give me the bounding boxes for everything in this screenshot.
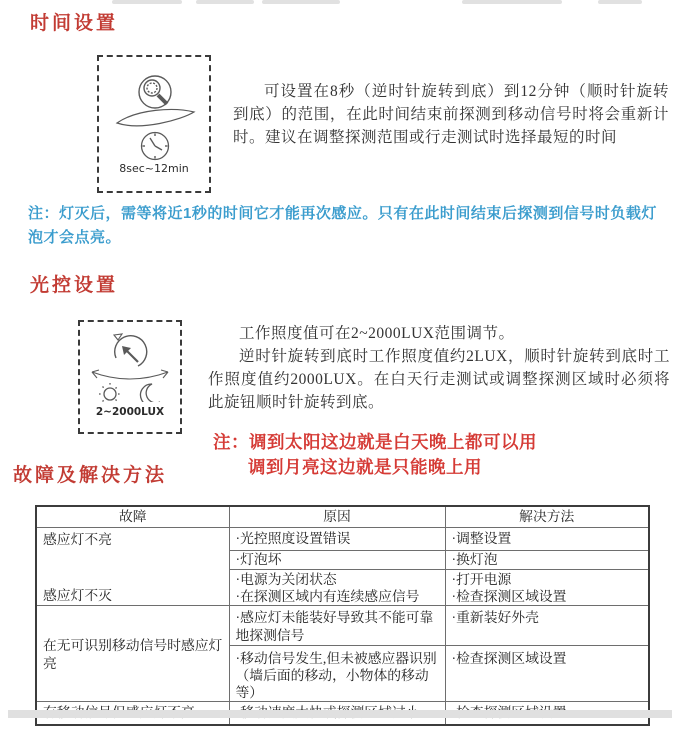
solution-cell: ·打开电源 ·检查探测区域设置 <box>445 570 649 606</box>
solution-cell: ·检查探测区域设置 <box>445 646 649 702</box>
moon-icon <box>141 384 160 402</box>
time-dial-icon <box>99 57 209 161</box>
fault-light-not-on: 感应灯不亮 <box>43 531 112 547</box>
lux-dial-icon <box>80 322 180 402</box>
cause-cell: ·移动信号发生,但未被感应器识别 （墙后面的移动，小物体的移动等） <box>229 646 445 702</box>
solution-cell: ·调整设置 <box>445 528 649 551</box>
cause-cell: ·灯泡坏 <box>229 551 445 570</box>
light-para-1: 工作照度值可在2~2000LUX范围调节。 <box>239 325 515 342</box>
faults-section-heading: 故障及解决方法 <box>13 465 168 486</box>
time-note: 注：灯灭后，需等将近1秒的时间它才能再次感应。只有在此时间结束后探测到信号时负载灯泡才会点亮。 <box>28 205 657 246</box>
fault-false-trigger: 在无可识别移动信号时感应灯亮 <box>36 606 229 702</box>
time-range-label: 8sec~12min <box>119 162 189 175</box>
time-paragraph: 可设置在8秒（逆时针旋转到底）到12分钟（顺时针旋转到底）的范围，在此时间结束前探测到移动信号时将会重新计时。建议在调整探测范围或行走测试时选择最短的时间 <box>233 83 669 146</box>
light-paragraphs <box>208 322 670 414</box>
scan-artifact <box>462 0 562 4</box>
sun-icon <box>99 383 121 402</box>
time-section-heading: 时间设置 <box>30 13 119 34</box>
col-header-cause: 原因 <box>229 506 445 528</box>
scan-artifact <box>112 0 182 4</box>
time-dial-diagram <box>97 55 211 193</box>
page-bottom-divider <box>8 710 672 718</box>
faults-table <box>35 505 650 726</box>
light-note <box>213 430 537 480</box>
table-row <box>36 528 649 551</box>
scan-artifact <box>598 0 642 4</box>
lux-dial-diagram <box>78 320 182 434</box>
table-row <box>36 606 649 646</box>
light-note-line2: 调到月亮这边就是只能晚上用 <box>248 457 482 477</box>
fault-light-not-off: 感应灯不灭 <box>43 587 112 603</box>
scan-artifact <box>262 0 340 4</box>
col-header-fault: 故障 <box>36 506 229 528</box>
light-para-2: 逆时针旋转到底时工作照度值约2LUX，顺时针旋转到底时工作照度值约2000LUX。在白天行走测试或调整探测区域时必须将此旋钮顺时针旋转到底。 <box>208 348 670 411</box>
scan-artifact <box>196 0 254 4</box>
light-note-line1: 注：调到太阳这边就是白天晚上都可以用 <box>213 432 537 452</box>
col-header-solution: 解决方法 <box>445 506 649 528</box>
lux-range-label: 2~2000LUX <box>95 406 165 418</box>
cause-cell: ·感应灯未能装好导致其不能可靠地探测信号 <box>229 606 445 646</box>
table-header-row <box>36 506 649 528</box>
cause-cell: ·电源为关闭状态 ·在探测区域内有连续感应信号 <box>229 570 445 606</box>
light-section-heading: 光控设置 <box>30 275 119 296</box>
solution-cell: ·重新装好外壳 <box>445 606 649 646</box>
cause-cell: ·光控照度设置错误 <box>229 528 445 551</box>
solution-cell: ·换灯泡 <box>445 551 649 570</box>
